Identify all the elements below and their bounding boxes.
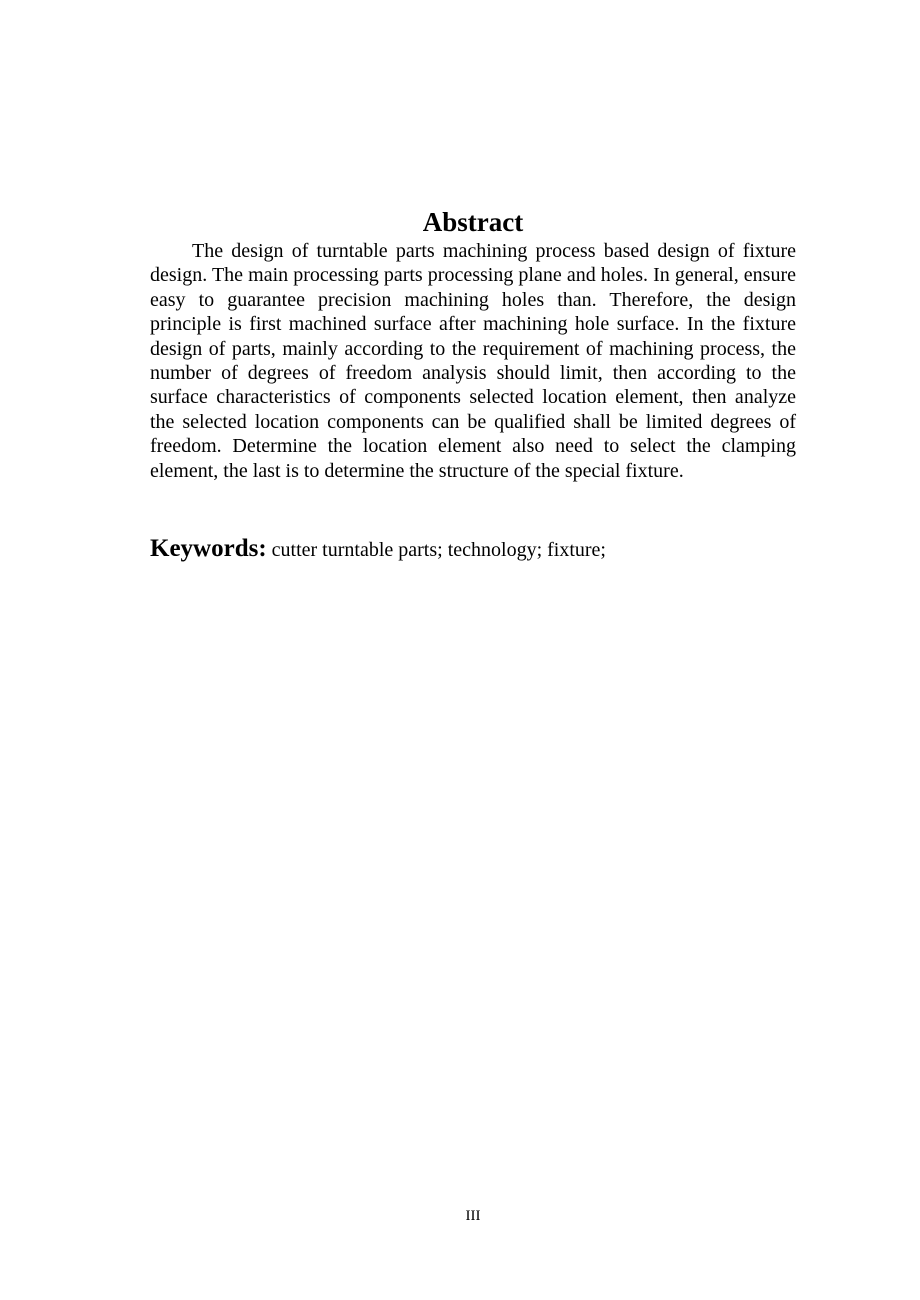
keywords-line <box>150 533 796 566</box>
abstract-heading: Abstract <box>422 207 524 237</box>
page-number: III <box>465 1208 481 1224</box>
keywords-label: Keywords: <box>150 535 267 562</box>
abstract-body: The design of turntable parts machining process based design of fixture design. The main processing parts processing plane and holes. In general, ensure easy to guarantee precision machining holes than. Therefore, the design principle is first machined surface after machining hole surface. In the fixture design of parts, mainly according to the requirement of machining process, the number of degrees of freedom analysis should limit, then according to the surface characteristics of components selected location element, then analyze the selected location components can be qualified shall be limited degrees of freedom. Determine the location element also need to select the clamping element, the last is to determine the structure of the special fixture. <box>150 240 796 482</box>
keywords-text: cutter turntable parts; technology; fixture; <box>266 539 606 561</box>
